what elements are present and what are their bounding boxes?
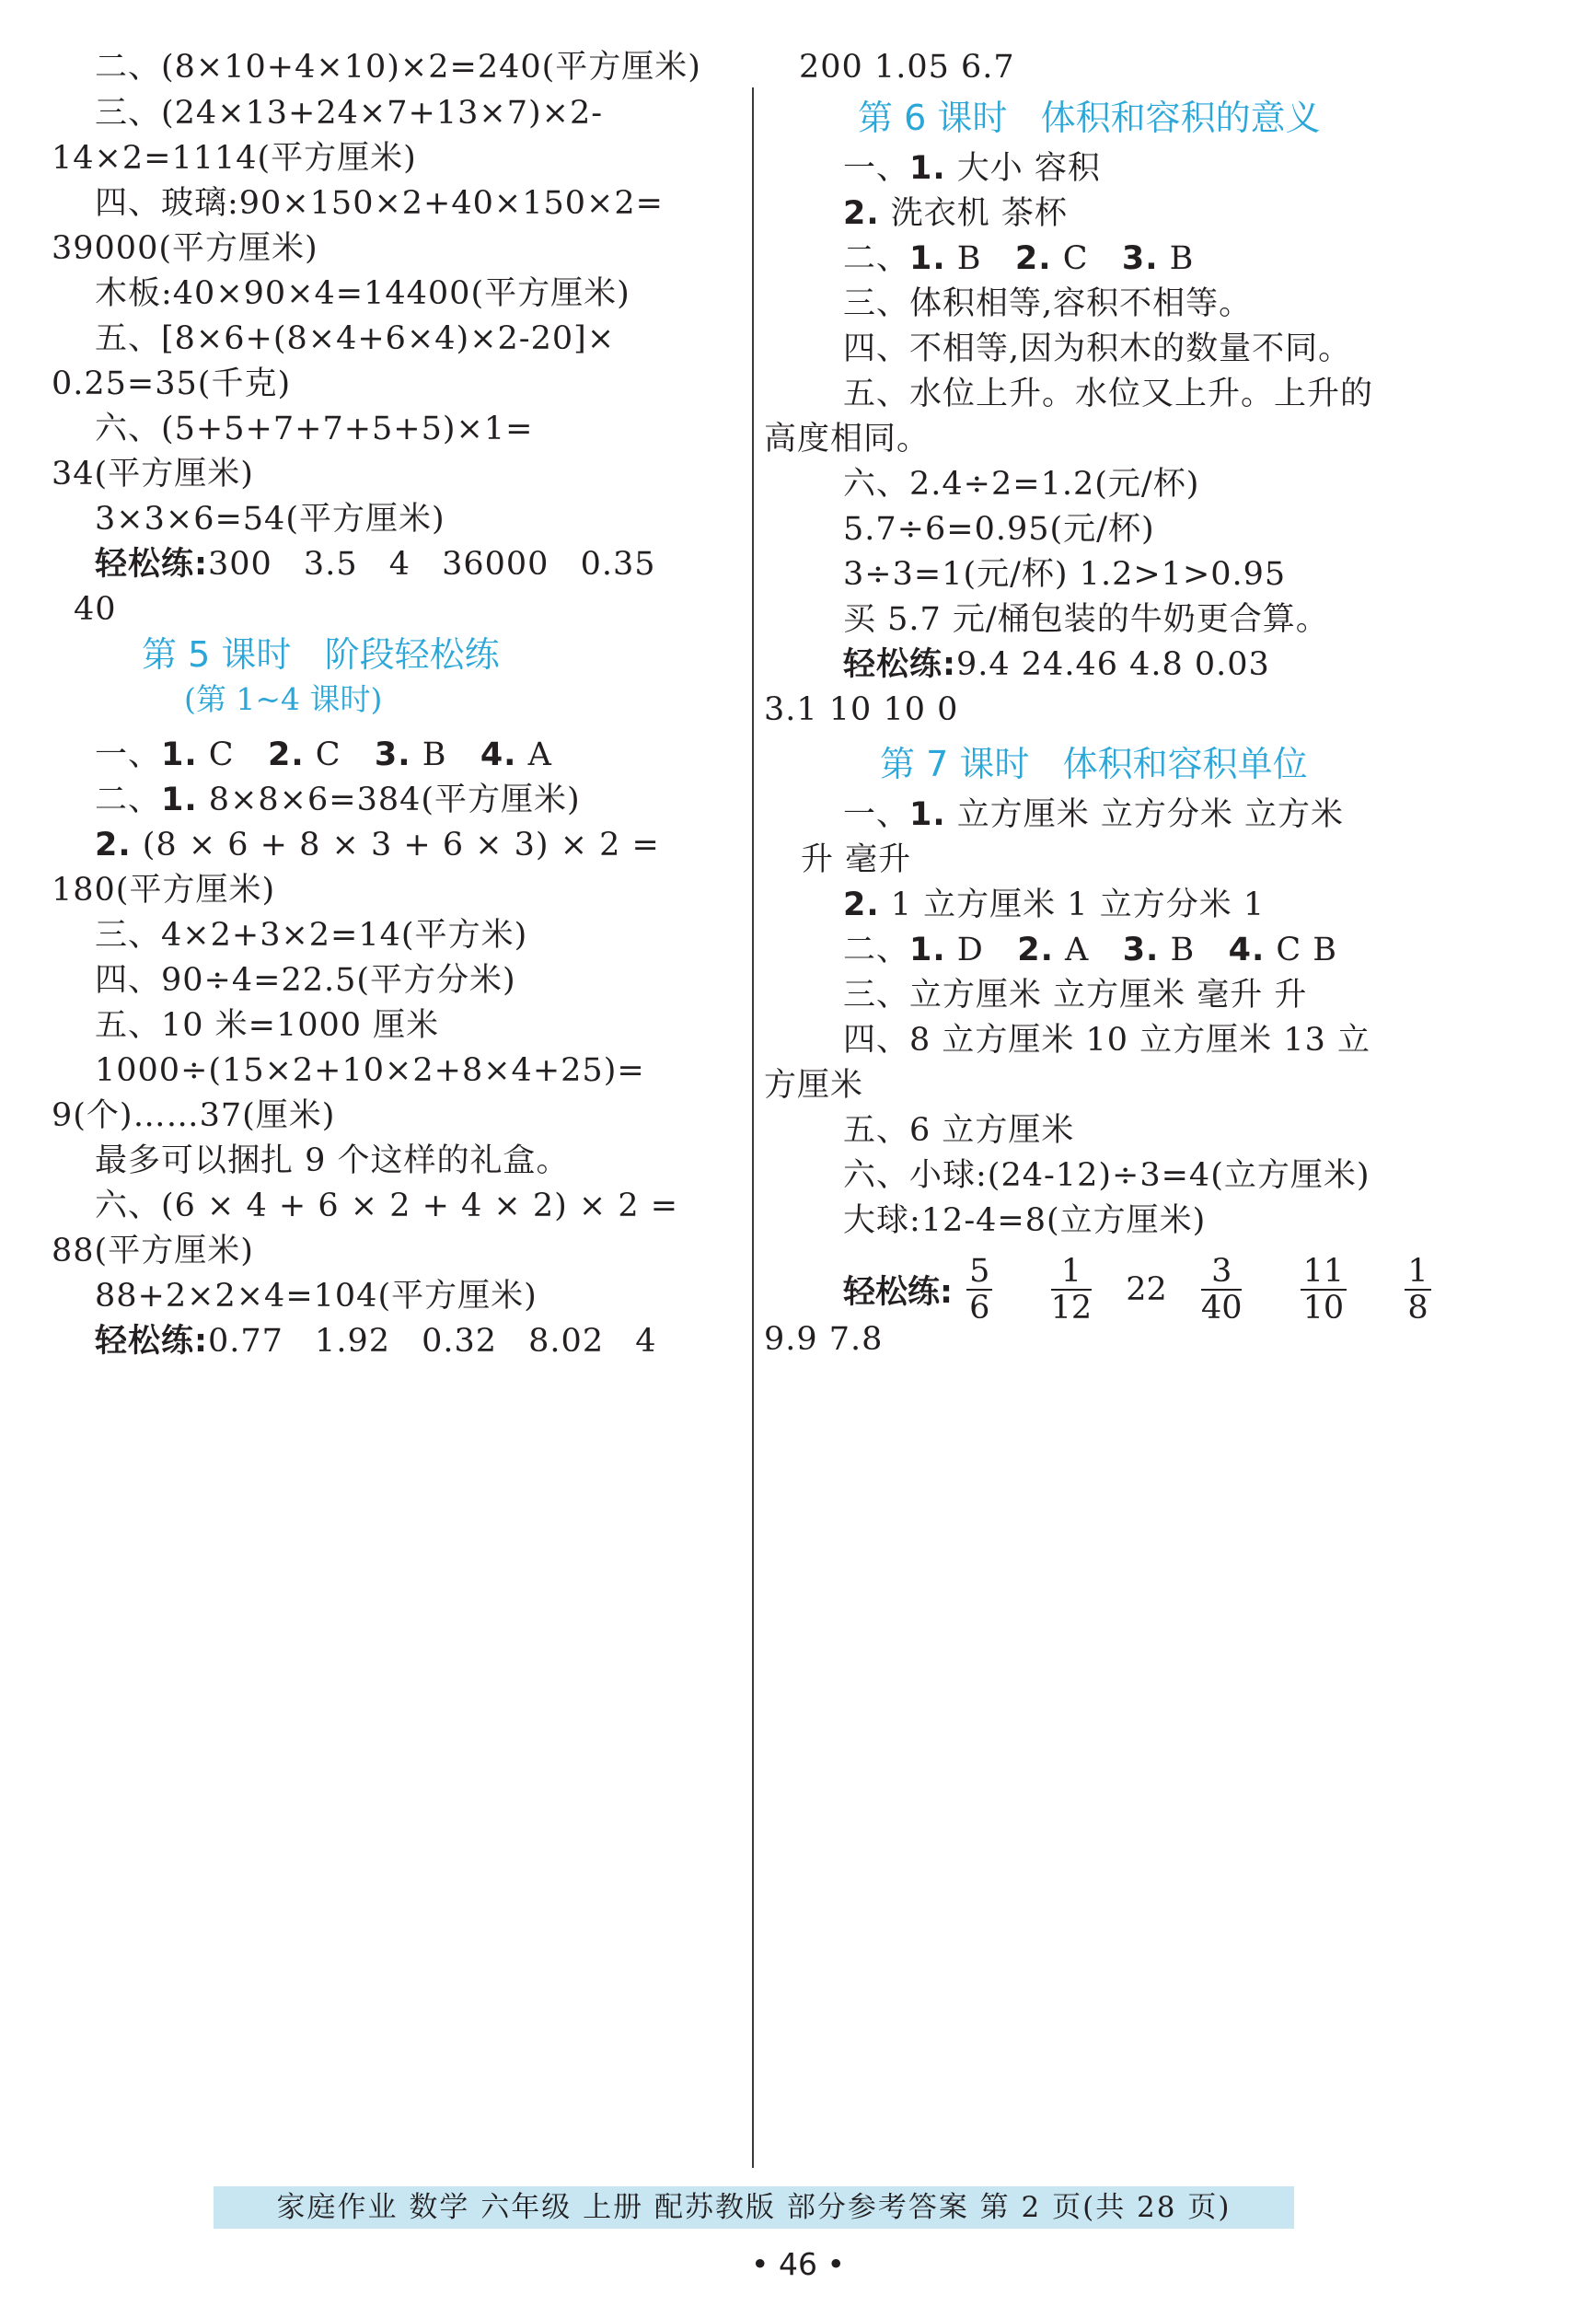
lesson-heading [880,741,1308,787]
practice-label: 轻松练: [843,646,956,683]
answer-line: 三、体积相等,容积不相等。 [843,285,1253,322]
answer-line: 四、不相等,因为积木的数量不同。 [843,330,1352,367]
lesson-title: 体积和容积单位 [1062,744,1308,784]
answer-line: 二、(8×10+4×10)×2=240(平方厘米) [95,49,701,86]
lesson-subheading: (第 1~4 课时) [184,681,383,717]
lesson-number: 第 5 课时 [142,634,292,675]
answer-line: 2. (8 × 6 + 8 × 3 + 6 × 3) × 2 = [95,827,660,863]
fraction: $\frac{1}{12}$ [1050,1253,1093,1327]
answer-line: 方厘米 [764,1067,864,1104]
answer-line: 1000÷(15×2+10×2+8×4+25)= [95,1052,645,1089]
answer-line: 三、(24×13+24×7+13×7)×2- [95,95,604,132]
column-divider [752,87,754,2168]
answer-line: 木板:40×90×4=14400(平方厘米) [95,275,630,312]
lesson-number: 第 6 课时 [858,98,1008,138]
lesson-number: 第 7 课时 [880,744,1030,784]
answer-line: 88(平方厘米) [52,1233,254,1269]
lesson-heading [858,95,1321,141]
answer-line: 3.1 10 10 0 [764,691,959,728]
answer-line: 5.7÷6=0.95(元/杯) [843,511,1155,548]
answer-line: 88+2×2×4=104(平方厘米) [95,1278,538,1315]
answer-line: 六、小球:(24-12)÷3=4(立方厘米) [843,1157,1370,1194]
answer-line: 14×2=1114(平方厘米) [52,140,417,177]
practice-fractions-line [843,1254,1455,1326]
answer-line: 二、1. D 2. A 3. B 4. C B [843,932,1338,968]
lesson-title: 体积和容积的意义 [1040,98,1321,138]
lesson-title: 阶段轻松练 [324,634,500,675]
answer-line: 四、90÷4=22.5(平方分米) [95,962,516,999]
answer-line: 39000(平方厘米) [52,230,318,267]
answer-line: 升 毫升 [801,841,912,878]
answer-line: 200 1.05 6.7 [799,49,1015,86]
answer-line: 一、1. 大小 容积 [843,150,1101,187]
fraction: $\frac{11}{10}$ [1301,1254,1347,1326]
answer-line: 五、10 米=1000 厘米 [95,1007,440,1044]
practice-values: 300 3.5 4 36000 0.35 [208,546,656,583]
practice-line [843,642,1270,688]
fraction: $\frac{1}{8}$ [1405,1254,1430,1326]
answer-line: 三、4×2+3×2=14(平方米) [95,917,528,954]
practice-label: 轻松练: [95,1323,208,1360]
answer-line: 9.9 7.8 [764,1321,884,1358]
answer-line: 三、立方厘米 立方厘米 毫升 升 [843,977,1308,1014]
answer-line: 最多可以捆扎 9 个这样的礼盒。 [95,1142,570,1179]
practice-line [95,541,656,587]
answer-line: 2. 1 立方厘米 1 立方分米 1 [843,886,1266,923]
answer-line: 一、1. 立方厘米 立方分米 立方米 [843,796,1345,833]
answer-line: 高度相同。 [764,421,931,458]
answer-line: 9(个)……37(厘米) [52,1097,336,1134]
footer-banner: 家庭作业 数学 六年级 上册 配苏教版 部分参考答案 第 2 页(共 28 页) [214,2186,1294,2229]
practice-value: 22 [1126,1271,1167,1308]
fraction: $\frac{3}{40}$ [1200,1253,1243,1327]
practice-line [95,1318,657,1364]
answer-line: 五、6 立方厘米 [843,1112,1075,1149]
practice-values: 9.4 24.46 4.8 0.03 [956,646,1270,683]
page-number: • 46 • [751,2246,845,2282]
fraction: $\frac{5}{6}$ [966,1254,992,1326]
answer-line: 五、[8×6+(8×4+6×4)×2-20]× [95,320,616,357]
answer-line: 3÷3=1(元/杯) 1.2>1>0.95 [843,556,1287,593]
answer-line: 六、2.4÷2=1.2(元/杯) [843,466,1200,503]
answer-line: 二、1. B 2. C 3. B [843,240,1195,277]
practice-label: 轻松练: [843,1274,953,1311]
answer-line: 买 5.7 元/桶包装的牛奶更合算。 [843,601,1329,638]
answer-line: 一、1. C 2. C 3. B 4. A [95,736,552,773]
practice-label: 轻松练: [95,546,208,583]
answer-line: 34(平方厘米) [52,456,254,492]
answer-line: 40 [74,591,117,628]
answer-line: 3×3×6=54(平方厘米) [95,501,445,538]
answer-line: 六、(6 × 4 + 6 × 2 + 4 × 2) × 2 = [95,1188,679,1224]
lesson-heading [142,632,500,678]
answer-line: 0.25=35(千克) [52,365,292,402]
answer-line: 二、1. 8×8×6=384(平方厘米) [95,782,581,818]
answer-line: 四、玻璃:90×150×2+40×150×2= [95,185,664,222]
practice-values: 0.77 1.92 0.32 8.02 4 [208,1323,657,1360]
answer-line: 大球:12-4=8(立方厘米) [843,1202,1207,1239]
answer-line: 五、水位上升。水位又上升。上升的 [843,376,1374,412]
answer-line: 六、(5+5+7+7+5+5)×1= [95,411,534,447]
answer-line: 180(平方厘米) [52,872,276,909]
answer-line: 四、8 立方厘米 10 立方厘米 13 立 [843,1022,1370,1059]
answer-line: 2. 洗衣机 茶杯 [843,195,1068,232]
